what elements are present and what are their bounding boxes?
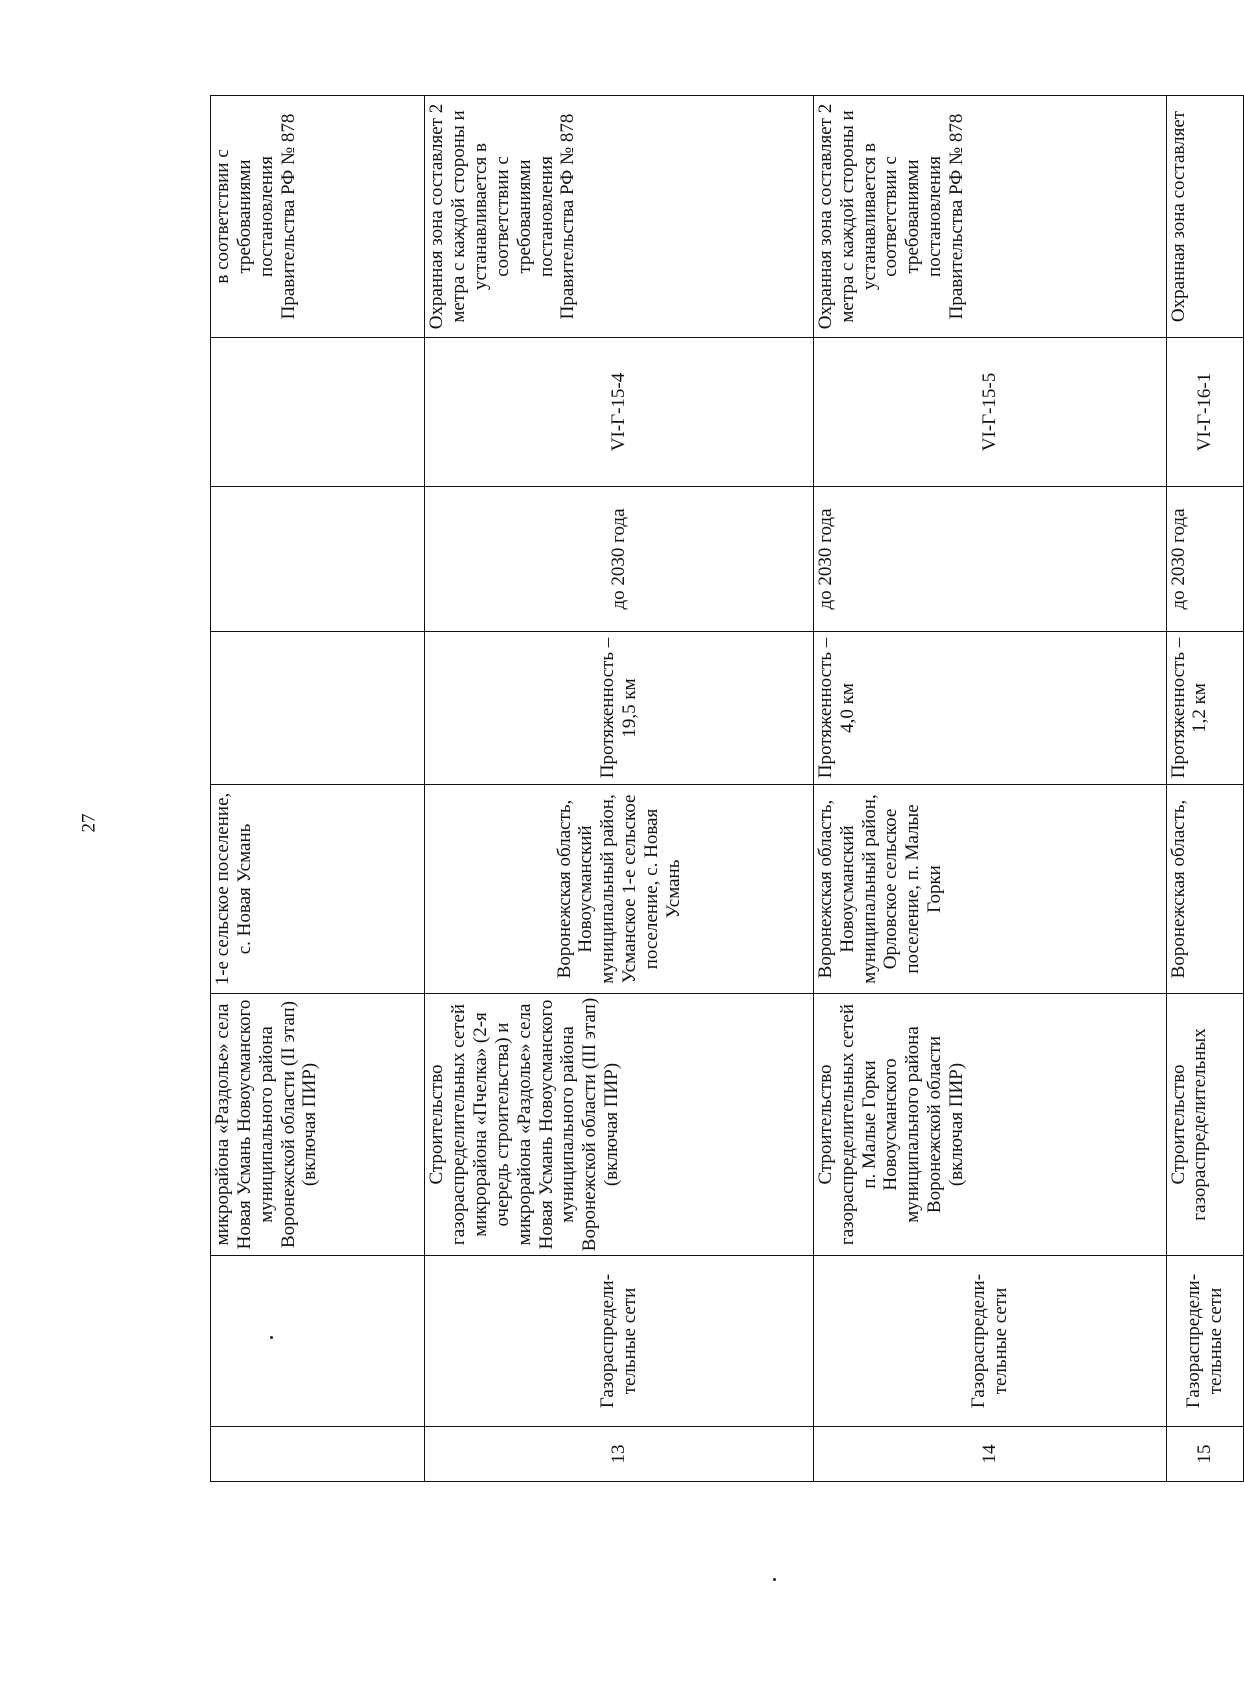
cell-object-type: Газораспредели-тельные сети — [813, 1256, 1166, 1427]
cell-characteristics: Протяженность – 1,2 км — [1166, 632, 1243, 785]
cell-object-type: Газораспредели-тельные сети — [425, 1256, 814, 1427]
cell-code: VI-Г-15-4 — [425, 338, 814, 487]
cell-object-type — [211, 1256, 425, 1427]
cell-term: до 2030 года — [425, 487, 814, 632]
cell-location: Воронежская область, Новоусманский муниципальный район, Усманское 1-е сельское поселение, с. Новая Усмань — [425, 785, 814, 994]
cell-number — [211, 1427, 425, 1482]
cell-code: VI-Г-16-1 — [1166, 338, 1243, 487]
cell-zone: Охранная зона составляет — [1166, 96, 1243, 338]
table-row — [425, 96, 814, 1482]
cell-object-name: Строительство газораспределительных сетей п. Малые Горки Новоусманского муниципального района Воронежской области (включая ПИР) — [813, 994, 1166, 1256]
cell-characteristics: Протяженность – 19,5 км — [425, 632, 814, 785]
cell-term: до 2030 года — [813, 487, 1166, 632]
cell-number: 14 — [813, 1427, 1166, 1482]
cell-object-name: Строительство газораспределительных сетей микрорайона «Пчелка» (2-я очередь строительства) и микрорайона «Раздолье» села Новая Усмань Новоусманского муниципального района Воронежской области (III этап) (включая ПИР) — [425, 994, 814, 1256]
cell-code: VI-Г-15-5 — [813, 338, 1166, 487]
cell-characteristics — [211, 632, 425, 785]
cell-zone: Охранная зона составляет 2 метра с каждой стороны и устанавливается в соответствии с требованиями постановления Правительства РФ № 878 — [813, 96, 1166, 338]
cell-object-type: Газораспредели-тельные сети — [1166, 1256, 1243, 1427]
scan-speck — [773, 1578, 776, 1581]
cell-number: 13 — [425, 1427, 814, 1482]
cell-object-name: микрорайона «Раздолье» села Новая Усмань Новоусманского муниципального района Воронежской области (II этап) (включая ПИР) — [211, 994, 425, 1256]
cell-number: 15 — [1166, 1427, 1243, 1482]
cell-term: до 2030 года — [1166, 487, 1243, 632]
cell-location: 1-е сельское поселение, с. Новая Усмань — [211, 785, 425, 994]
cell-location: Воронежская область, Новоусманский муниципальный район, Орловское сельское поселение, п. Малые Горки — [813, 785, 1166, 994]
cell-term — [211, 487, 425, 632]
table-row — [211, 96, 425, 1482]
table-row — [813, 96, 1166, 1482]
cell-zone: в соответствии с требованиями постановления Правительства РФ № 878 — [211, 96, 425, 338]
cell-zone: Охранная зона составляет 2 метра с каждой стороны и устанавливается в соответствии с требованиями постановления Правительства РФ № 878 — [425, 96, 814, 338]
table-row — [1166, 96, 1243, 1482]
page-number: 27 — [78, 813, 100, 833]
cell-characteristics: Протяженность – 4,0 км — [813, 632, 1166, 785]
cell-object-name: Строительство газораспределительных — [1166, 994, 1243, 1256]
gas-network-table — [210, 95, 1244, 1482]
rotated-table-frame — [210, 103, 1244, 1482]
cell-code — [211, 338, 425, 487]
cell-location: Воронежская область, — [1166, 785, 1243, 994]
